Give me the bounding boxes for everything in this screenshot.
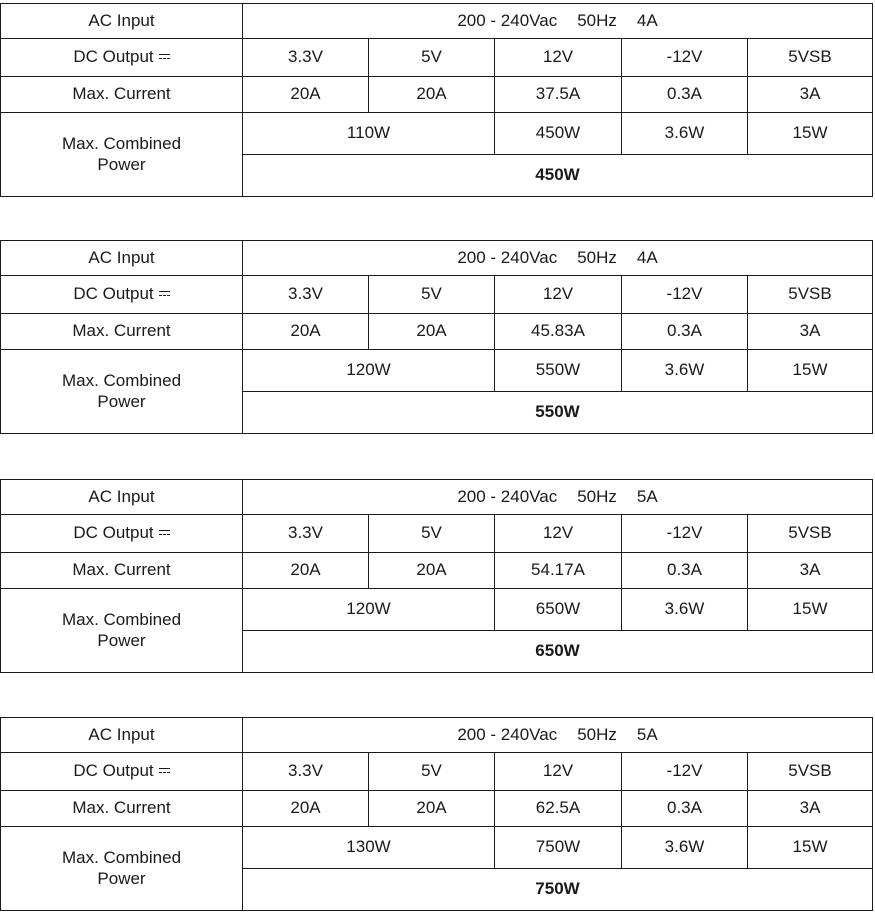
spec-table-550w [0, 240, 873, 434]
ac-input-value [243, 718, 873, 753]
total-power-value: 650W [243, 631, 873, 673]
dc-output-label: DC Output [1, 515, 243, 553]
max-current-label: Max. Current [1, 791, 243, 827]
max-current-row [1, 791, 873, 827]
current-cell: 20A [369, 77, 495, 113]
rail-cell: -12V [622, 515, 748, 553]
ac-input-row [1, 241, 873, 276]
current-cell: 20A [369, 553, 495, 589]
current-cell: 20A [243, 314, 369, 350]
current-cell: 3A [748, 791, 873, 827]
ac-voltage: 200 - 240Vac [457, 724, 558, 744]
rail-cell: 5VSB [748, 515, 873, 553]
ac-input-label: AC Input [1, 480, 243, 515]
rail-cell: 12V [495, 753, 622, 791]
ac-input-label: AC Input [1, 718, 243, 753]
ac-amps: 4A [636, 247, 658, 267]
ac-frequency: 50Hz [577, 724, 617, 744]
max-combined-power-label: Max. Combined Power [1, 589, 243, 673]
combined-cell: 3.6W [622, 113, 748, 155]
combined-power-row [1, 589, 873, 631]
combined-cell: 120W [243, 350, 495, 392]
dc-output-label: DC Output [1, 39, 243, 77]
dc-output-row [1, 276, 873, 314]
ac-frequency: 50Hz [577, 247, 617, 267]
rail-cell: 5V [369, 39, 495, 77]
rail-cell: -12V [622, 39, 748, 77]
ac-voltage: 200 - 240Vac [457, 10, 558, 30]
dc-output-label: DC Output [1, 276, 243, 314]
dc-voltage-symbol-icon [159, 291, 170, 296]
total-power-value: 750W [243, 869, 873, 911]
spec-table-750w [0, 717, 873, 911]
max-combined-power-label: Max. Combined Power [1, 827, 243, 911]
current-cell: 62.5A [495, 791, 622, 827]
combined-cell: 15W [748, 827, 873, 869]
rail-cell: 12V [495, 39, 622, 77]
ac-input-row [1, 718, 873, 753]
dc-voltage-symbol-icon [159, 530, 170, 535]
dc-output-row [1, 515, 873, 553]
combined-power-row [1, 113, 873, 155]
combined-cell: 15W [748, 350, 873, 392]
combined-cell: 15W [748, 113, 873, 155]
rail-cell: 5VSB [748, 39, 873, 77]
rail-cell: -12V [622, 753, 748, 791]
combined-cell: 15W [748, 589, 873, 631]
ac-input-value [243, 241, 873, 276]
combined-cell: 3.6W [622, 350, 748, 392]
max-current-label: Max. Current [1, 314, 243, 350]
ac-frequency: 50Hz [577, 486, 617, 506]
current-cell: 3A [748, 314, 873, 350]
dc-voltage-symbol-icon [159, 768, 170, 773]
ac-input-label: AC Input [1, 4, 243, 39]
combined-cell: 130W [243, 827, 495, 869]
rail-cell: 12V [495, 276, 622, 314]
combined-power-row [1, 350, 873, 392]
max-current-label: Max. Current [1, 553, 243, 589]
spec-table-650w [0, 479, 873, 673]
max-current-label: Max. Current [1, 77, 243, 113]
current-cell: 20A [369, 314, 495, 350]
current-cell: 45.83A [495, 314, 622, 350]
combined-power-row [1, 827, 873, 869]
rail-cell: 12V [495, 515, 622, 553]
ac-input-label: AC Input [1, 241, 243, 276]
current-cell: 3A [748, 553, 873, 589]
current-cell: 0.3A [622, 553, 748, 589]
ac-frequency: 50Hz [577, 10, 617, 30]
ac-voltage: 200 - 240Vac [457, 486, 558, 506]
combined-cell: 650W [495, 589, 622, 631]
combined-cell: 120W [243, 589, 495, 631]
current-cell: 0.3A [622, 77, 748, 113]
current-cell: 20A [243, 791, 369, 827]
current-cell: 54.17A [495, 553, 622, 589]
max-current-row [1, 77, 873, 113]
current-cell: 0.3A [622, 314, 748, 350]
max-combined-power-label: Max. Combined Power [1, 350, 243, 434]
current-cell: 0.3A [622, 791, 748, 827]
rail-cell: 5V [369, 515, 495, 553]
rail-cell: 5V [369, 753, 495, 791]
ac-input-row [1, 4, 873, 39]
spec-table-450w [0, 3, 873, 197]
max-combined-power-label: Max. Combined Power [1, 113, 243, 197]
ac-amps: 5A [636, 724, 658, 744]
ac-amps: 4A [636, 10, 658, 30]
ac-input-row [1, 480, 873, 515]
combined-cell: 550W [495, 350, 622, 392]
max-current-row [1, 553, 873, 589]
combined-cell: 3.6W [622, 827, 748, 869]
total-power-value: 450W [243, 155, 873, 197]
rail-cell: 3.3V [243, 276, 369, 314]
rail-cell: 5V [369, 276, 495, 314]
rail-cell: 3.3V [243, 39, 369, 77]
current-cell: 20A [243, 553, 369, 589]
max-current-row [1, 314, 873, 350]
combined-cell: 450W [495, 113, 622, 155]
current-cell: 3A [748, 77, 873, 113]
total-power-value: 550W [243, 392, 873, 434]
ac-amps: 5A [636, 486, 658, 506]
dc-voltage-symbol-icon [159, 54, 170, 59]
dc-output-label: DC Output [1, 753, 243, 791]
current-cell: 37.5A [495, 77, 622, 113]
current-cell: 20A [243, 77, 369, 113]
combined-cell: 750W [495, 827, 622, 869]
rail-cell: 5VSB [748, 276, 873, 314]
combined-cell: 3.6W [622, 589, 748, 631]
ac-input-value [243, 480, 873, 515]
rail-cell: 3.3V [243, 515, 369, 553]
ac-voltage: 200 - 240Vac [457, 247, 558, 267]
ac-input-value [243, 4, 873, 39]
rail-cell: 3.3V [243, 753, 369, 791]
dc-output-row [1, 753, 873, 791]
rail-cell: 5VSB [748, 753, 873, 791]
rail-cell: -12V [622, 276, 748, 314]
dc-output-row [1, 39, 873, 77]
current-cell: 20A [369, 791, 495, 827]
combined-cell: 110W [243, 113, 495, 155]
